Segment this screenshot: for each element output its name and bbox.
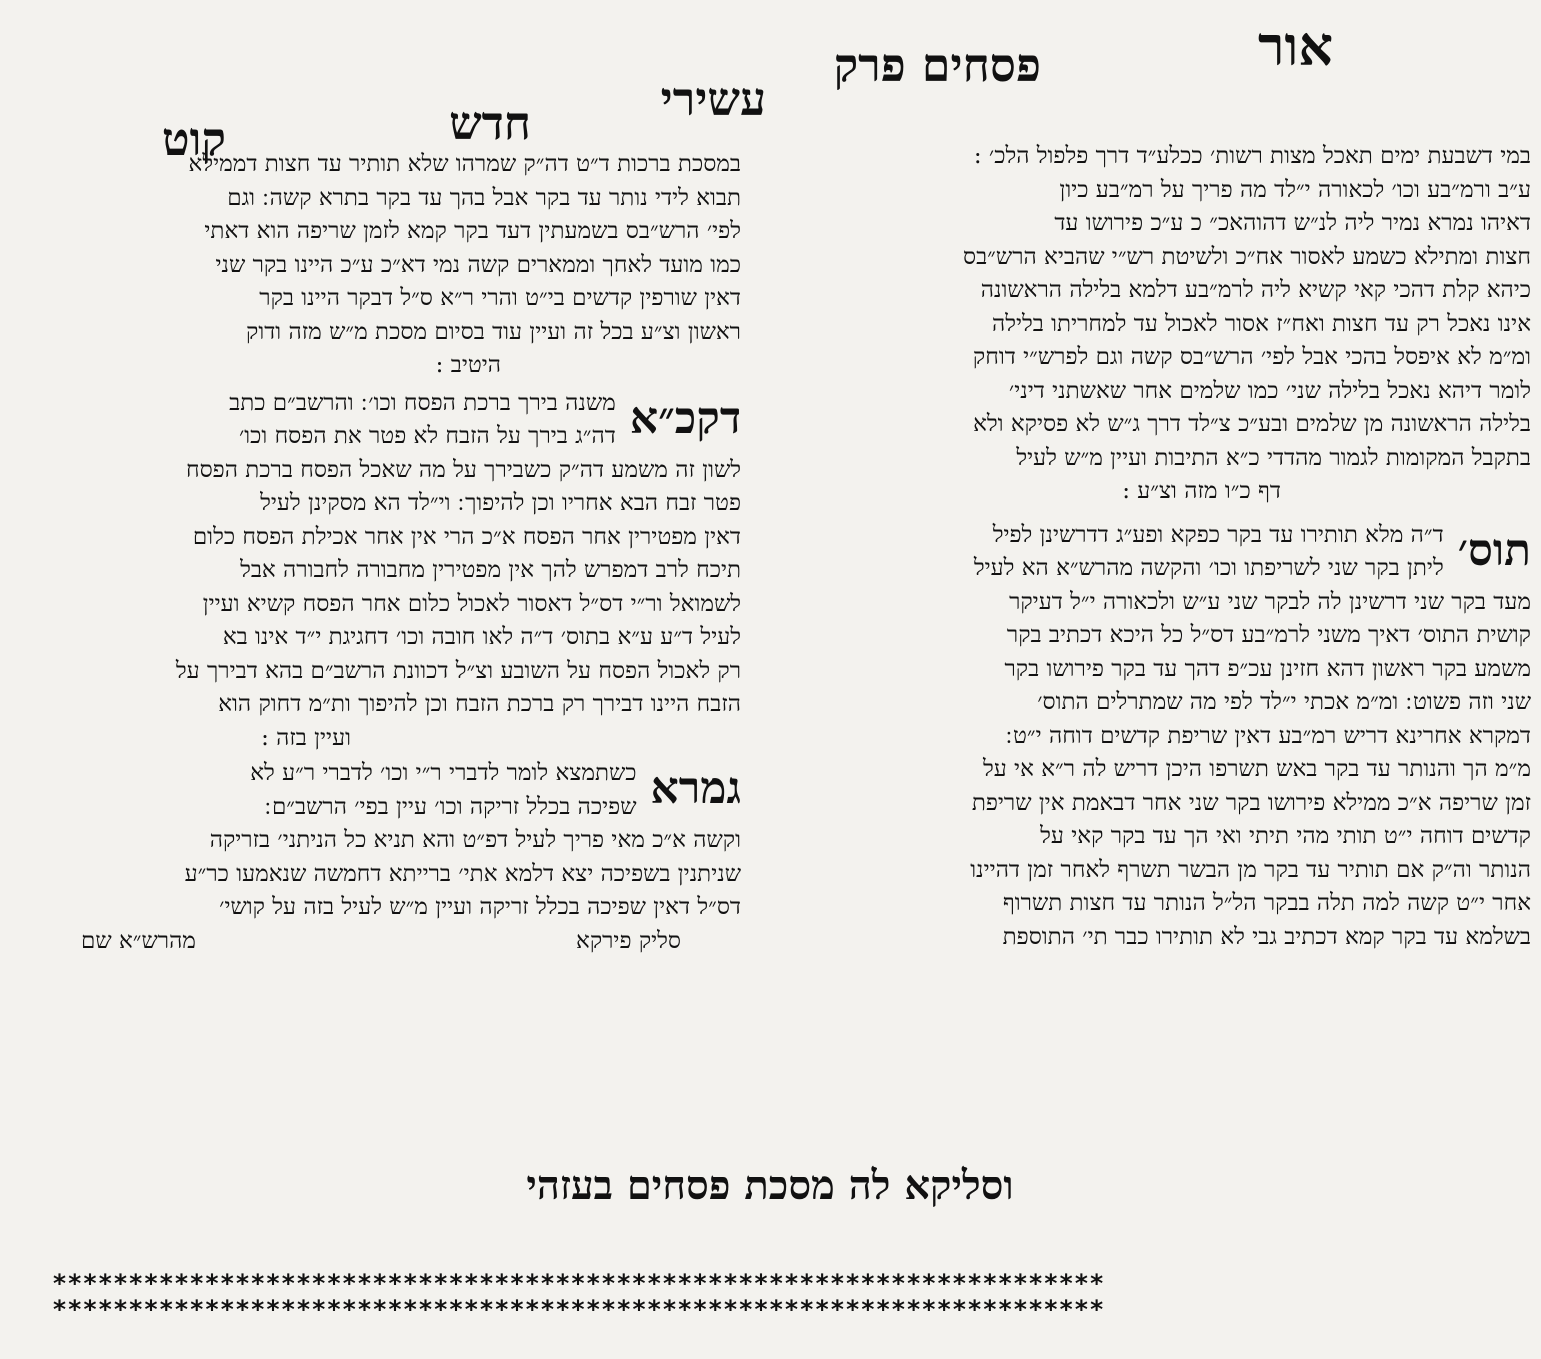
text-line: שניתנין בשפיכה יצא דלמא אתי׳ ברייתא דחמשה שנאמעו כר״ע: [184, 860, 741, 887]
text-line: רק לאכול הפסח על השובע וצ״ל דכוונת הרשב״ם בהא דבירך על: [175, 657, 741, 684]
text-line: ע״ב ורמ״בע וכו׳ לכאורה י״לד מה פריך על רמ״בע כיון: [1059, 176, 1531, 203]
text-line: תיכח לרב דמפרש להך אין מפטירין מחבורה לחבורה אבל: [240, 557, 741, 583]
left-intro: [41, 148, 741, 383]
text-line: שפיכה בכלל זריקה וכו׳ עיין בפי׳ הרשב״ם ׃: [264, 793, 637, 820]
text-line: ראשון וצ״ע בכל זה ועיין עוד בסיום מסכת מ״ש מזה ודוק: [246, 318, 741, 345]
text-line: דאין מפטירין אחר הפסח א״כ הרי אין אחר אכילת הפסח כלום: [192, 523, 741, 550]
header-right-word: אור: [1257, 14, 1333, 78]
tos-heading: תוס׳: [1457, 524, 1531, 576]
text-line: בתקבל המקומות לגמור מהדדי כ״א התיבות ועיין מ״ש לעיל: [1016, 444, 1531, 471]
text-line: וקשה א״כ מאי פריך לעיל דפ״ט והא תניא כל הניתני׳ בזריקה: [209, 827, 741, 853]
text-line: לומר דיהא נאכל בלילה שני׳ כמו שלמים אחר שאשתני דיני׳: [1008, 377, 1531, 404]
text-line: הנותר וה״ק אם תותיר עד בקר מן הבשר תשרף לאחר זמן דהיינו: [970, 856, 1531, 883]
right-column: [786, 140, 1531, 954]
text-line: במסכת ברכות ד״ט דה״ק שמרהו שלא תותיר עד חצות דממילא: [188, 151, 741, 177]
text-line: כמו מועד לאחך וממארים קשה נמי דא״כ ע״כ היינו בקר שני: [215, 251, 741, 278]
footer-left-text: מהרש״א שם: [81, 927, 196, 954]
gemara-body: [41, 824, 741, 925]
text-line: לפי׳ הרש״בס בשמעתין דעד בקר קמא לזמן שריפה הוא דאתי: [204, 218, 741, 244]
text-line: פטר זבח הבא אחריו וכן להיפוך ׃ וי״לד הא מסקינן לעיל: [260, 490, 741, 516]
text-line: הזבח היינו דבירך רק ברכת הזבח וכן להיפוך ות״מ דחוק הוא: [218, 691, 741, 717]
text-line: ליתן בקר שני לשריפתו וכו׳ והקשה מהרש״א הא לעיל: [973, 555, 1444, 581]
text-line: קדשים דוחה י״ט תותי מהי תיתי ואי הך עד בקר קאי על: [1040, 823, 1531, 849]
star-border-top: *********************************************************************: [52, 1270, 1105, 1298]
text-line: דמקרא אחרינא דריש רמ״בע דאין שריפת קדשים דוחה י״ט ׃: [1005, 722, 1531, 749]
text-line: לעיל ד״ע ע״א בתוס׳ ד״ה לאו חובה וכו׳ דחגיגת י״ד אינו בא: [222, 624, 741, 650]
tos-body: [786, 586, 1531, 955]
daf-body: [41, 454, 741, 756]
text-line: מעד בקר שני דרשינן לה לבקר שני ע״ש ולכאורה י״ל דעיקר: [1009, 588, 1531, 615]
text-line: זמן שריפה א״כ ממילא פירושו בקר שני אחר דבאמת אין שריפת: [971, 789, 1531, 816]
daf-heading: דקכ״א: [629, 392, 741, 444]
text-line: בלילה הראשונה מן שלמים ובע״כ צ״לד דרך ג״ש לא פסיקא ולא: [973, 411, 1531, 437]
footer-right-text: סליק פירקא: [576, 927, 681, 954]
left-column-footer: [41, 925, 741, 958]
gemara-section-header: [41, 757, 741, 824]
text-line: לשון זה משמע דה״ק כשבירך על מה שאכל הפסח ברכת הפסח: [185, 456, 741, 483]
text-line: קושית התוס׳ דאיך משני לרמ״בע דס״ל כל היכא דכתיב בקר: [1006, 622, 1531, 648]
right-intro: [786, 140, 1531, 509]
text-line: אחר י״ט קשה למה תלה בבקר הל״ל הנותר עד חצות תשרוף: [1002, 890, 1531, 916]
text-line: היטיב :: [435, 352, 501, 378]
text-line: כיהא קלת דהכי קאי קשיא ליה לרמ״בע דלמא בלילה הראשונה: [980, 277, 1531, 303]
text-line: שני וזה פשוט ׃ ומ״מ אכתי י״לד לפי מה שמתרלים התוס׳: [1037, 689, 1531, 715]
text-line: דאיהו נמרא נמיר ליה לנ״ש דהוהאכ״ כ ע״כ פירושו עד: [1054, 210, 1531, 236]
text-line: אינו נאכל רק עד חצות ואח״ז אסור לאכול עד למחריתו בלילה: [992, 310, 1531, 337]
star-border-bottom: *********************************************************************: [52, 1296, 1105, 1324]
header-left-title-2: חדש: [449, 96, 531, 150]
text-line: מ״מ הך והנותר עד בקר באש תשרפו היכן דריש לה ר״א אי על: [982, 756, 1531, 782]
text-line: ומ״מ לא איפסל בהכי אבל לפי׳ הרש״בס קשה וגם לפרש״י דוחק: [972, 344, 1531, 370]
gemara-heading: גמרא: [650, 763, 741, 814]
text-line: דאין שורפין קדשים בי״ט והרי ר״א ס״ל דבקר היינו בקר: [259, 285, 741, 311]
header-left-title-1: עשירי: [660, 72, 766, 126]
text-line: תבוא לידי נותר עד בקר אבל בהך עד בקר בתרא קשה ׃ וגם: [227, 184, 741, 211]
text-line: כשתמצא לומר לדברי ר״י וכו׳ לדברי ר״ע לא: [250, 760, 637, 786]
text-line: דה״ג בירך על הזבח לא פטר את הפסח וכו׳: [238, 423, 616, 449]
text-line: במי דשבעת ימים תאכל מצות רשות׳ ככלע״ד דרך פלפול הלכ׳ :: [973, 143, 1531, 169]
header-right-title: פסחים פרק: [833, 38, 1041, 92]
header-left-title-3: קוט: [161, 112, 226, 166]
text-line: דף כ״ו מזה וצ״ע :: [1122, 478, 1281, 504]
colophon: וסליקא לה מסכת פסחים בעזהי: [526, 1162, 1014, 1209]
daf-section-header: [41, 387, 741, 454]
text-line: משמע בקר ראשון דהא חזינן עכ״פ דהך עד בקר פירושו בקר: [1004, 655, 1531, 682]
text-line: ועיין בזה :: [261, 724, 351, 751]
text-line: דס״ל דאין שפיכה בכלל זריקה ועיין מ״ש לעיל בזה על קושי׳: [219, 894, 741, 920]
text-line: בשלמא עד בקר קמא דכתיב גבי לא תותירו כבר תי׳ התוספת: [1002, 923, 1531, 950]
text-line: חצות ומתילא כשמע לאסור אח״כ ולשיטת רש״י שהביא הרש״בס: [963, 243, 1531, 270]
left-column: [41, 148, 741, 958]
text-line: לשמואל ור״י דס״ל דאסור לאכול כלום אחר הפסח קשיא ועיין: [202, 590, 741, 617]
tos-section-header: [786, 519, 1531, 586]
text-line: משנה בירך ברכת הפסח וכו׳ ׃ והרשב״ם כתב: [229, 389, 616, 416]
text-line: ד״ה מלא תותירו עד בקר כפקא ופע״ג דדרשינן לפיל: [992, 521, 1444, 548]
